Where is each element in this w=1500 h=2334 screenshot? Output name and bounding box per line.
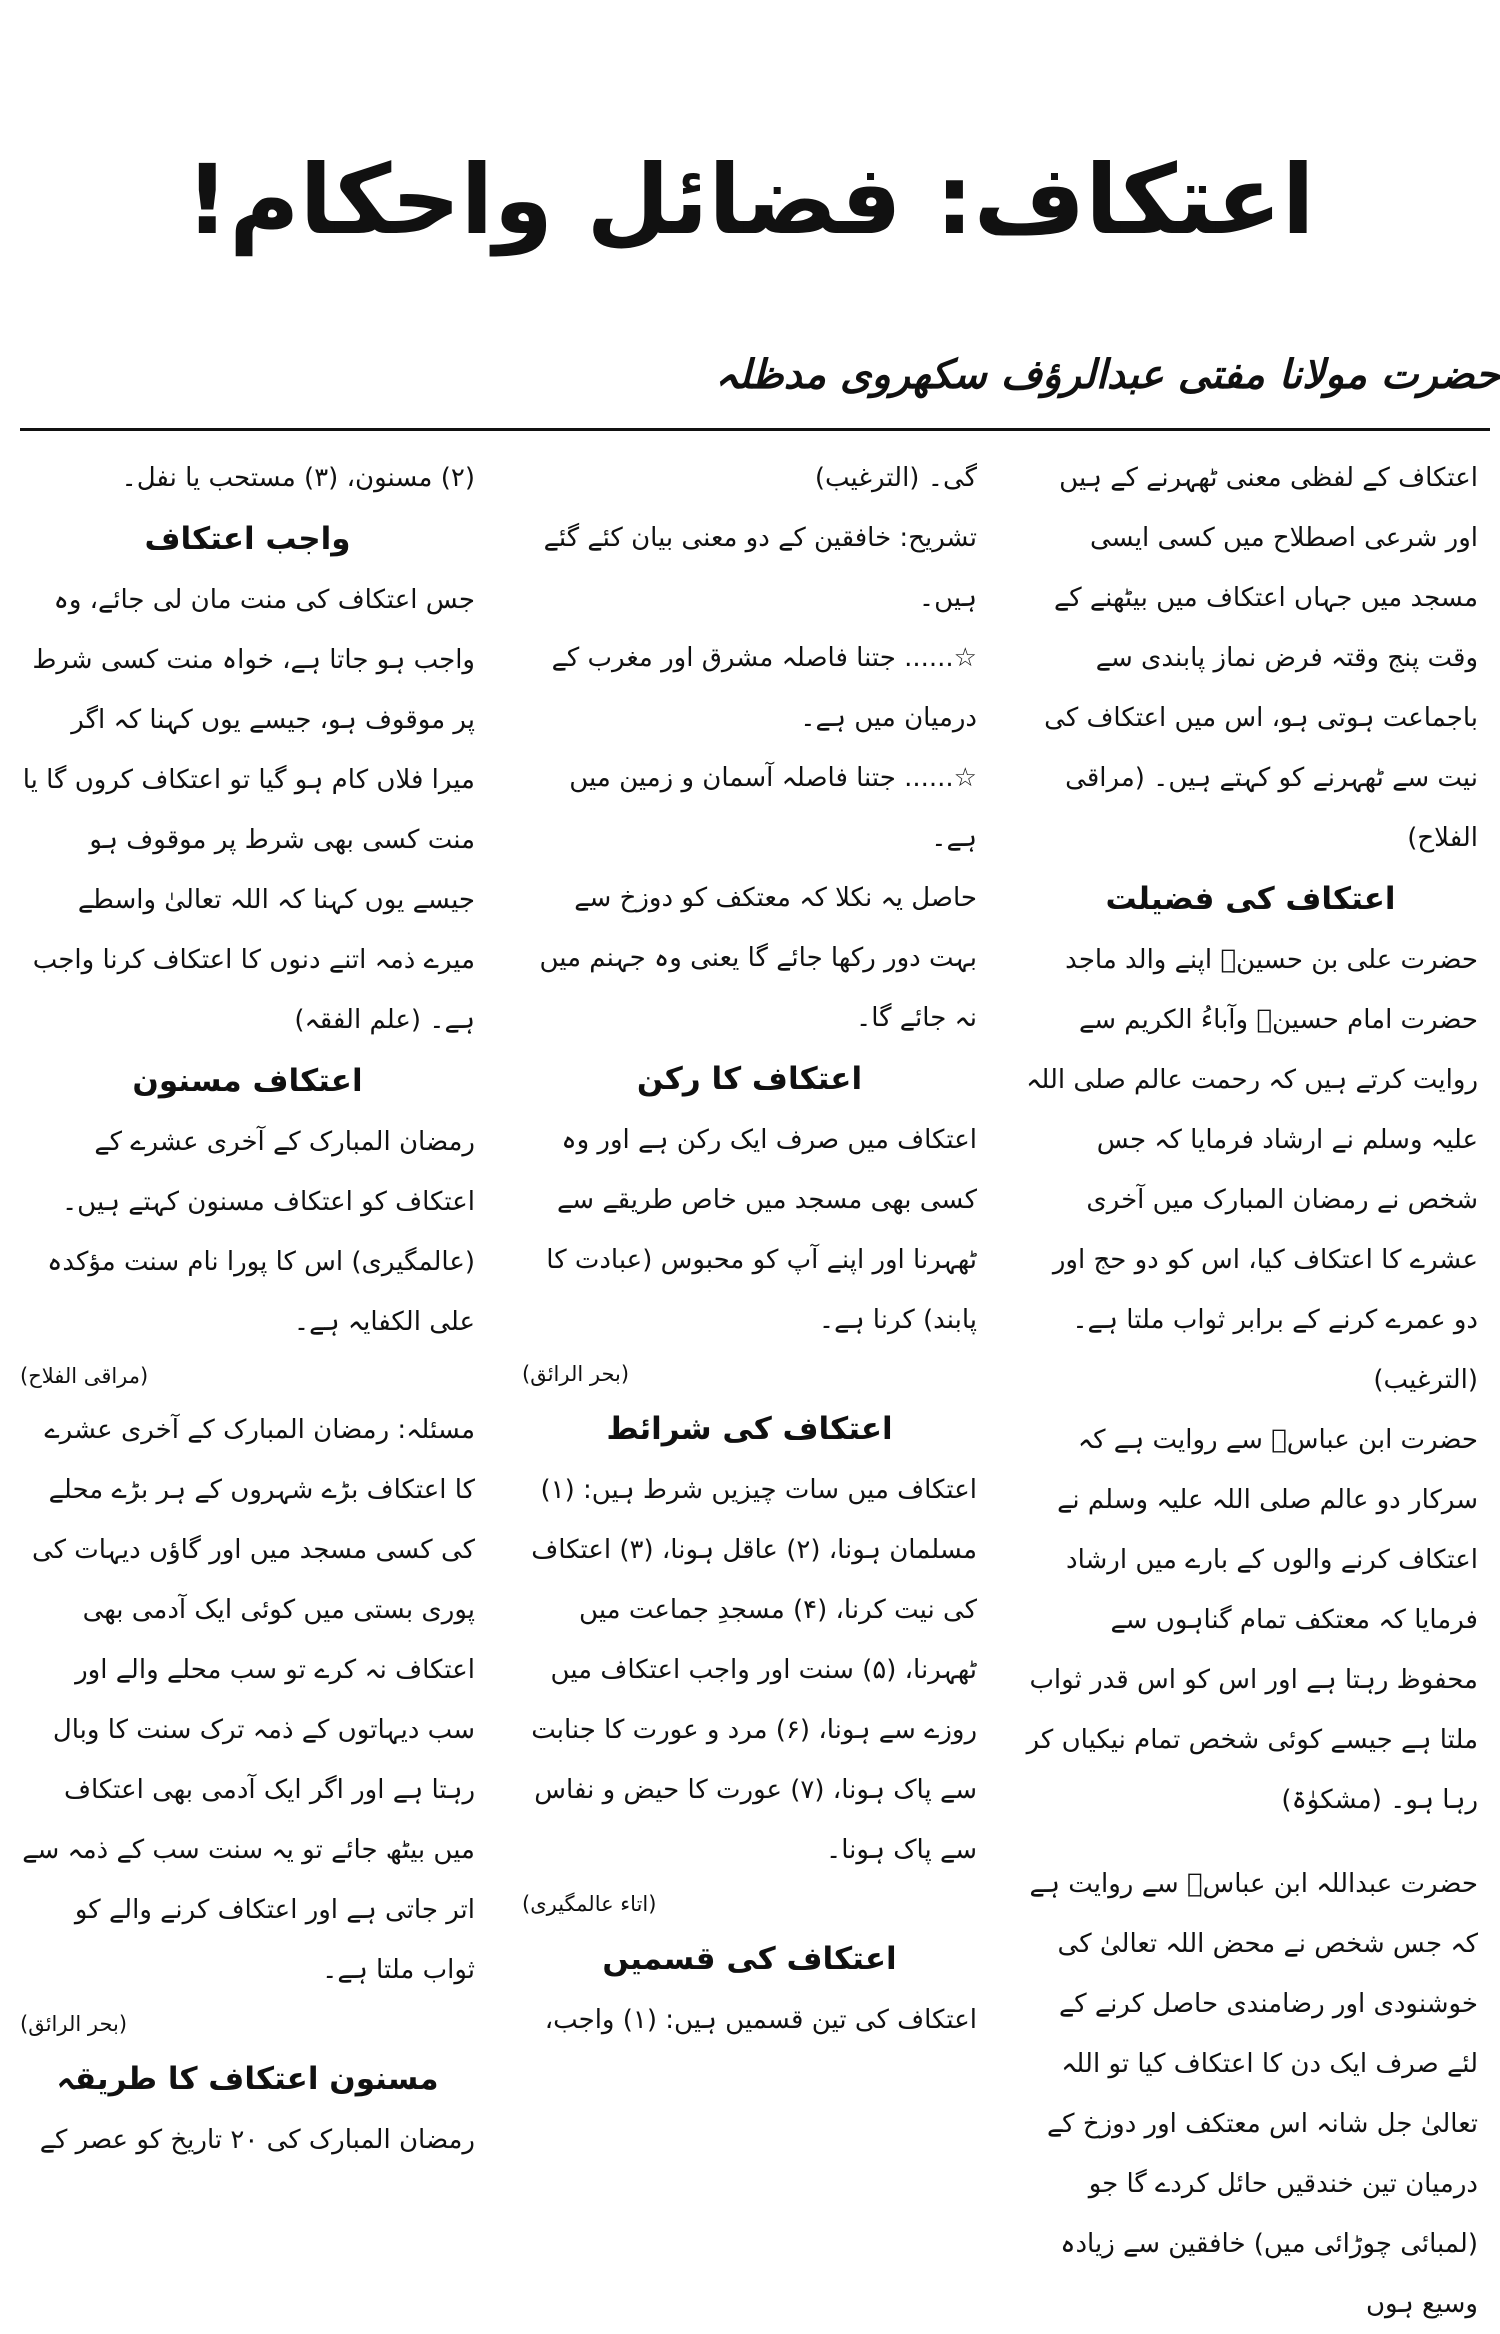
source-reference: (اتاء عالمگیری) (522, 1892, 657, 1916)
body-paragraph: حضرت عبداللہ ابن عباسؓ سے روایت ہے کہ جس شخص نے محض اللہ تعالیٰ کی خوشنودی اور رضامندی حاصل کرنے کے لئے صرف ایک دن کا اعتکاف کیا تو اللہ تعالیٰ جل شانہ اس معتکف اور دوزخ کے درمیان تین خندقیں حائل کردے گا جو (لمبائی چوڑائی میں) خافقین سے زیادہ وسیع ہوں (1029, 1869, 1478, 2319)
section-heading: اعتکاف مسنون (132, 1063, 363, 1099)
section-heading: اعتکاف کی فضیلت (1105, 881, 1396, 917)
body-paragraph: (۲) مسنون، (۳) مستحب یا نفل۔ (121, 463, 475, 493)
body-paragraph: اعتکاف میں سات چیزیں شرط ہیں: (۱) مسلمان ہونا، (۲) عاقل ہونا، (۳) اعتکاف کی نیت کرنا، (۴) مسجدِ جماعت میں ٹھہرنا، (۵) سنت اور واجب اعتکاف میں روزے سے ہونا، (۶) مرد و عورت کا جنابت سے پاک ہونا، (۷) عورت کا حیض و نفاس سے پاک ہونا۔ (531, 1475, 977, 1865)
body-paragraph: ☆...... جتنا فاصلہ مشرق اور مغرب کے درمیان میں ہے۔ (551, 643, 977, 733)
header-divider (20, 428, 1490, 431)
body-paragraph: گی۔ (الترغیب) (814, 463, 977, 493)
body-paragraph: اعتکاف کی تین قسمیں ہیں: (۱) واجب، (544, 2005, 977, 2035)
paragraph-spacer (1023, 1830, 1478, 1854)
section-heading: مسنون اعتکاف کا طریقہ (56, 2061, 439, 2097)
article-title: اعتکاف: فضائل واحکام! (185, 144, 1315, 256)
body-paragraph: رمضان المبارک کے آخری عشرے کے اعتکاف کو اعتکاف مسنون کہتے ہیں۔ (عالمگیری) اس کا پورا نام سنت مؤکدہ علی الکفایہ ہے۔ (47, 1127, 475, 1337)
column-left (20, 448, 475, 2183)
body-paragraph: تشریح: خافقین کے دو معنی بیان کئے گئے ہیں۔ (543, 523, 977, 613)
body-paragraph: مسئلہ: رمضان المبارک کے آخری عشرے کا اعتکاف بڑے شہروں کے ہر بڑے محلے کی کسی مسجد میں اور گاؤں دیہات کی پوری بستی میں کوئی ایک آدمی بھی اعتکاف نہ کرے تو سب محلے والے اور سب دیہاتوں کے ذمہ ترک سنت کا وبال رہتا ہے اور اگر ایک آدمی بھی اعتکاف میں بیٹھ جائے تو یہ سنت سب کے ذمہ سے اتر جاتی ہے اور اعتکاف کرنے والے کو ثواب ملتا ہے۔ (22, 1415, 475, 1985)
body-paragraph: رمضان المبارک کی ۲۰ تاریخ کو عصر کے (39, 2125, 475, 2155)
author-byline: حضرت مولانا مفتی عبدالرؤف سکھروی مدظلہ (715, 352, 1500, 398)
body-paragraph: اعتکاف کے لفظی معنی ٹھہرنے کے ہیں اور شرعی اصطلاح میں کسی ایسی مسجد میں جہاں اعتکاف میں بیٹھنے کے وقت پنج وقتہ فرض نماز پابندی سے باجماعت ہوتی ہو، اس میں اعتکاف کی نیت سے ٹھہرنے کو کہتے ہیں۔ (مراقی الفلاح) (1044, 463, 1478, 853)
body-paragraph: حضرت ابن عباسؓ سے روایت ہے کہ سرکار دو عالم صلی اللہ علیہ وسلم نے اعتکاف کرنے والوں کے بارے میں ارشاد فرمایا کہ معتکف تمام گناہوں سے محفوظ رہتا ہے اور اس کو اس قدر ثواب ملتا ہے جیسے کوئی شخص تمام نیکیاں کر رہا ہو۔ (مشکوٰۃ) (1026, 1425, 1478, 1815)
body-paragraph: حضرت علی بن حسینؓ اپنے والد ماجد حضرت امام حسینؓ وآباءُ الکریم سے روایت کرتے ہیں کہ رحمت عالم صلی اللہ علیہ وسلم نے ارشاد فرمایا کہ جس شخص نے رمضان المبارک میں آخری عشرے کا اعتکاف کیا، اس کو دو حج اور دو عمرے کرنے کے برابر ثواب ملتا ہے۔ (الترغیب) (1026, 945, 1478, 1395)
column-right (1023, 448, 1478, 2319)
section-heading: اعتکاف کی شرائط (606, 1411, 893, 1447)
section-heading: واجب اعتکاف (144, 521, 351, 557)
source-reference: (مراقی الفلاح) (20, 1364, 149, 1388)
section-heading: اعتکاف کا رکن (636, 1061, 863, 1097)
body-paragraph: حاصل یہ نکلا کہ معتکف کو دوزخ سے بہت دور رکھا جائے گا یعنی وہ جہنم میں نہ جائے گا۔ (539, 883, 977, 1033)
body-paragraph: جس اعتکاف کی منت مان لی جائے، وہ واجب ہو جاتا ہے، خواہ منت کسی شرط پر موقوف ہو، جیسے یوں کہنا کہ اگر میرا فلاں کام ہو گیا تو اعتکاف کروں گا یا منت کسی بھی شرط پر موقوف ہو جیسے یوں کہنا کہ اللہ تعالیٰ واسطے میرے ذمہ اتنے دنوں کا اعتکاف کرنا واجب ہے۔ (علم الفقہ) (22, 585, 475, 1035)
body-paragraph: ☆...... جتنا فاصلہ آسمان و زمین میں ہے۔ (569, 763, 977, 853)
section-heading: اعتکاف کی قسمیں (602, 1941, 897, 1977)
source-reference: (بحر الرائق) (522, 1362, 630, 1386)
source-reference: (بحر الرائق) (20, 2012, 128, 2036)
body-paragraph: اعتکاف میں صرف ایک رکن ہے اور وہ کسی بھی مسجد میں خاص طریقے سے ٹھہرنا اور اپنے آپ کو محبوس (عبادت کا پابند) کرنا ہے۔ (546, 1125, 977, 1335)
column-middle (522, 448, 977, 2183)
